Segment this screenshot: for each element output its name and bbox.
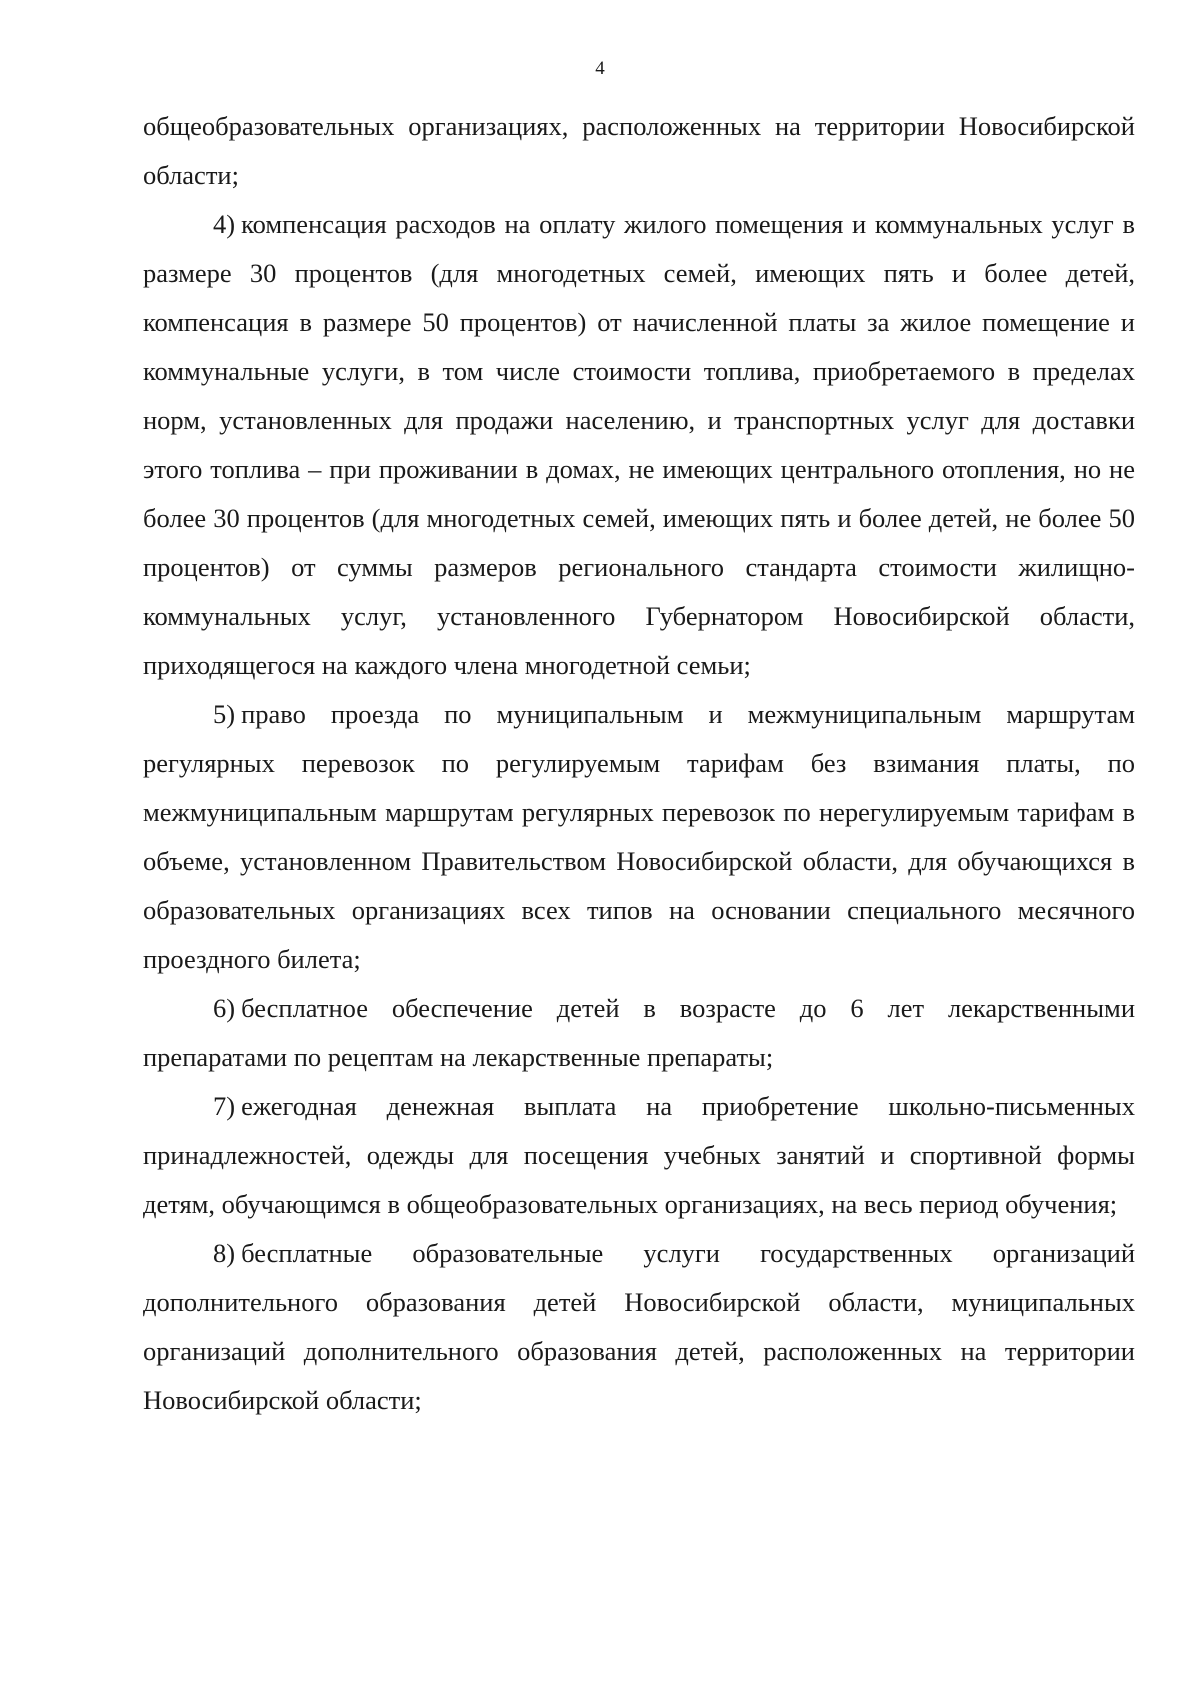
list-item-number: 7): [213, 1091, 236, 1121]
list-item-5: [143, 690, 1135, 984]
list-item-number: 8): [213, 1238, 236, 1268]
list-item-8: [143, 1229, 1135, 1425]
paragraph-continuation: [143, 102, 1135, 200]
document-body: [143, 102, 1135, 1425]
list-item-text: право проезда по муниципальным и межмуниципальным маршрутам регулярных перевозок по регулируемым тарифам без взимания платы, по межмуниципальным маршрутам регулярных перевозок по нерегулируемым тарифам в объеме, установленном Правительством Новосибирской области, для обучающихся в образовательных организациях всех типов на основании специального месячного проездного билета;: [143, 699, 1135, 974]
list-item-7: [143, 1082, 1135, 1229]
list-item-number: 4): [213, 209, 236, 239]
list-item-number: 5): [213, 699, 236, 729]
page-number: 4: [595, 58, 605, 79]
list-item-text: бесплатные образовательные услуги государственных организаций дополнительного образования детей Новосибирской области, муниципальных организаций дополнительного образования детей, расположенных на территории Новосибирской области;: [143, 1238, 1135, 1415]
paragraph-text: общеобразовательных организациях, расположенных на территории Новосибирской области;: [143, 111, 1135, 190]
list-item-text: ежегодная денежная выплата на приобретение школьно-письменных принадлежностей, одежды для посещения учебных занятий и спортивной формы детям, обучающимся в общеобразовательных организациях, на весь период обучения;: [143, 1091, 1135, 1219]
list-item-text: компенсация расходов на оплату жилого помещения и коммунальных услуг в размере 30 процентов (для многодетных семей, имеющих пять и более детей, компенсация в размере 50 процентов) от начисленной платы за жилое помещение и коммунальные услуги, в том числе стоимости топлива, приобретаемого в пределах норм, установленных для продажи населению, и транспортных услуг для доставки этого топлива – при проживании в домах, не имеющих центрального отопления, но не более 30 процентов (для многодетных семей, имеющих пять и более детей, не более 50 процентов) от суммы размеров регионального стандарта стоимости жилищно-коммунальных услуг, установленного Губернатором Новосибирской области, приходящегося на каждого члена многодетной семьи;: [143, 209, 1135, 680]
list-item-4: [143, 200, 1135, 690]
list-item-number: 6): [213, 993, 236, 1023]
list-item-6: [143, 984, 1135, 1082]
list-item-text: бесплатное обеспечение детей в возрасте до 6 лет лекарственными препаратами по рецептам на лекарственные препараты;: [143, 993, 1135, 1072]
